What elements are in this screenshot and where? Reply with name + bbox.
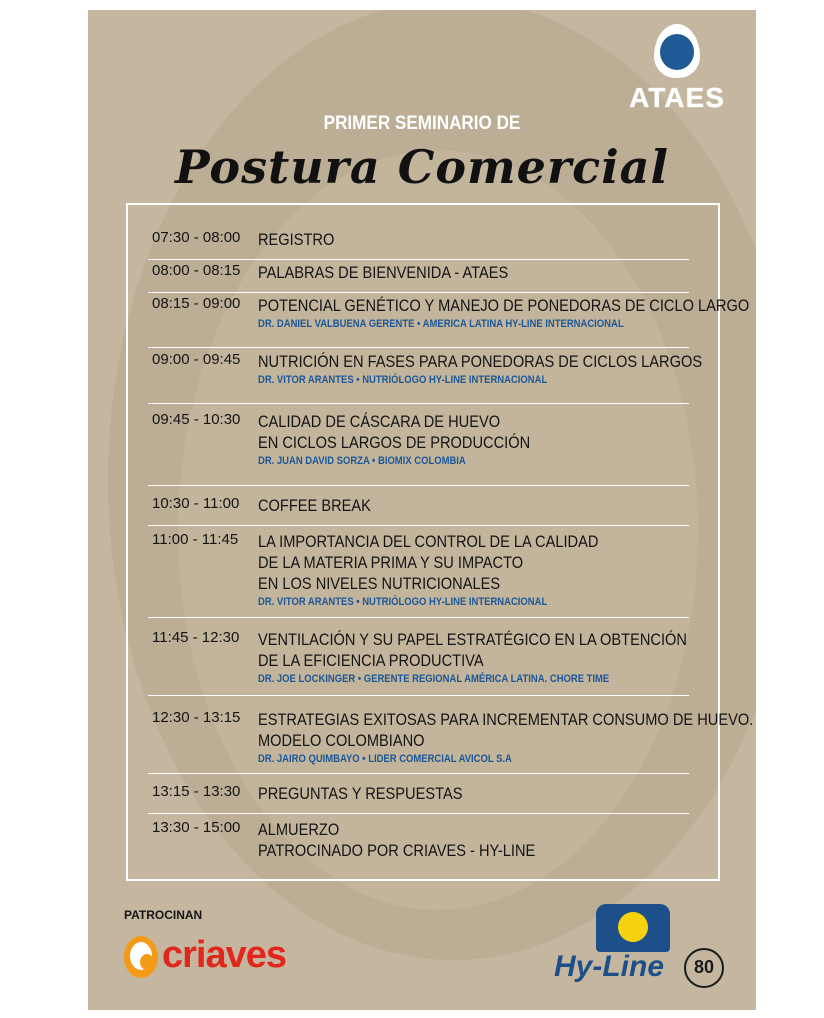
row-time: 13:15 - 13:30 — [152, 783, 241, 800]
row-title: ESTRATEGIAS EXITOSAS PARA INCREMENTAR CONSUMO DE HUEVO. — [258, 710, 754, 729]
schedule-row — [148, 629, 689, 696]
row-title: EN CICLOS LARGOS DE PRODUCCIÓN — [258, 433, 531, 452]
row-time: 08:15 - 09:00 — [152, 295, 241, 312]
schedule-row — [148, 495, 689, 526]
schedule-row — [148, 229, 689, 260]
hyline-wordmark: Hy-Line — [554, 950, 665, 983]
row-title: NUTRICIÓN EN FASES PARA PONEDORAS DE CICLOS LARGOS — [258, 352, 703, 371]
row-speaker: DR. JOE LOCKINGER • GERENTE REGIONAL AMÉRICA LATINA. CHORE TIME — [258, 673, 610, 685]
row-speaker: DR. VITOR ARANTES • NUTRIÓLOGO HY-LINE INTERNACIONAL — [258, 596, 548, 608]
row-time: 08:00 - 08:15 — [152, 262, 241, 279]
schedule-row — [148, 783, 689, 814]
row-time: 12:30 - 13:15 — [152, 709, 241, 726]
row-content — [258, 411, 693, 468]
row-content — [258, 262, 693, 283]
row-speaker: DR. JAIRO QUIMBAYO • LIDER COMERCIAL AVICOL S.A — [258, 753, 512, 765]
row-speaker: DR. JUAN DAVID SORZA • BIOMIX COLOMBIA — [258, 455, 466, 467]
row-time: 09:00 - 09:45 — [152, 351, 241, 368]
row-title: REGISTRO — [258, 230, 335, 249]
row-content — [258, 351, 703, 387]
row-time: 11:00 - 11:45 — [152, 531, 239, 548]
criaves-wordmark: criaves — [162, 934, 287, 976]
row-title: DE LA MATERIA PRIMA Y SU IMPACTO — [258, 553, 524, 572]
schedule-row — [148, 351, 703, 404]
row-content — [258, 819, 693, 861]
rooster-egg-icon — [654, 24, 700, 78]
row-time: 09:45 - 10:30 — [152, 411, 241, 428]
row-title: ALMUERZO — [258, 820, 340, 839]
row-title: PREGUNTAS Y RESPUESTAS — [258, 784, 463, 803]
row-speaker: DR. VITOR ARANTES • NUTRIÓLOGO HY-LINE INTERNACIONAL — [258, 374, 548, 386]
schedule-row — [148, 295, 750, 348]
schedule-row — [148, 709, 754, 774]
row-content — [258, 495, 693, 516]
schedule-row — [148, 411, 689, 486]
row-title: COFFEE BREAK — [258, 496, 371, 515]
row-time: 13:30 - 15:00 — [152, 819, 241, 836]
schedule-row — [148, 262, 689, 293]
row-content — [258, 531, 693, 609]
row-title: EN LOS NIVELES NUTRICIONALES — [258, 574, 501, 593]
row-time: 10:30 - 11:00 — [152, 495, 240, 512]
anniversary-badge: 80 — [684, 948, 724, 988]
row-title: PATROCINADO POR CRIAVES - HY-LINE — [258, 841, 536, 860]
row-content — [258, 229, 693, 250]
row-title: CALIDAD DE CÁSCARA DE HUEVO — [258, 412, 501, 431]
criaves-logo — [122, 932, 302, 984]
row-content — [258, 783, 693, 804]
row-title: LA IMPORTANCIA DEL CONTROL DE LA CALIDAD — [258, 532, 599, 551]
row-time: 07:30 - 08:00 — [152, 229, 241, 246]
row-content — [258, 629, 693, 686]
row-title: DE LA EFICIENCIA PRODUCTIVA — [258, 651, 484, 670]
schedule-row — [148, 531, 689, 618]
pre-title: PRIMER SEMINARIO DE — [323, 113, 521, 134]
logo-text: ATAES — [629, 82, 725, 113]
row-title: PALABRAS DE BIENVENIDA - ATAES — [258, 263, 509, 282]
row-title: VENTILACIÓN Y SU PAPEL ESTRATÉGICO EN LA OBTENCIÓN — [258, 630, 687, 649]
row-title: POTENCIAL GENÉTICO Y MANEJO DE PONEDORAS DE CICLO LARGO — [258, 296, 750, 315]
schedule-row — [148, 819, 689, 865]
row-speaker: DR. DANIEL VALBUENA GERENTE • AMERICA LATINA HY-LINE INTERNACIONAL — [258, 318, 624, 330]
poster — [88, 10, 756, 1010]
schedule-box — [126, 203, 754, 881]
sponsor-label: PATROCINAN — [124, 908, 203, 922]
row-time: 11:45 - 12:30 — [152, 629, 240, 646]
hyline-logo — [554, 902, 734, 1002]
row-content — [258, 709, 754, 766]
page-title: Postura Comercial — [175, 140, 669, 194]
chick-icon — [124, 936, 158, 978]
chick-badge-icon — [596, 904, 670, 952]
ataes-logo — [612, 24, 742, 114]
row-content — [258, 295, 750, 331]
row-title: MODELO COLOMBIANO — [258, 731, 425, 750]
